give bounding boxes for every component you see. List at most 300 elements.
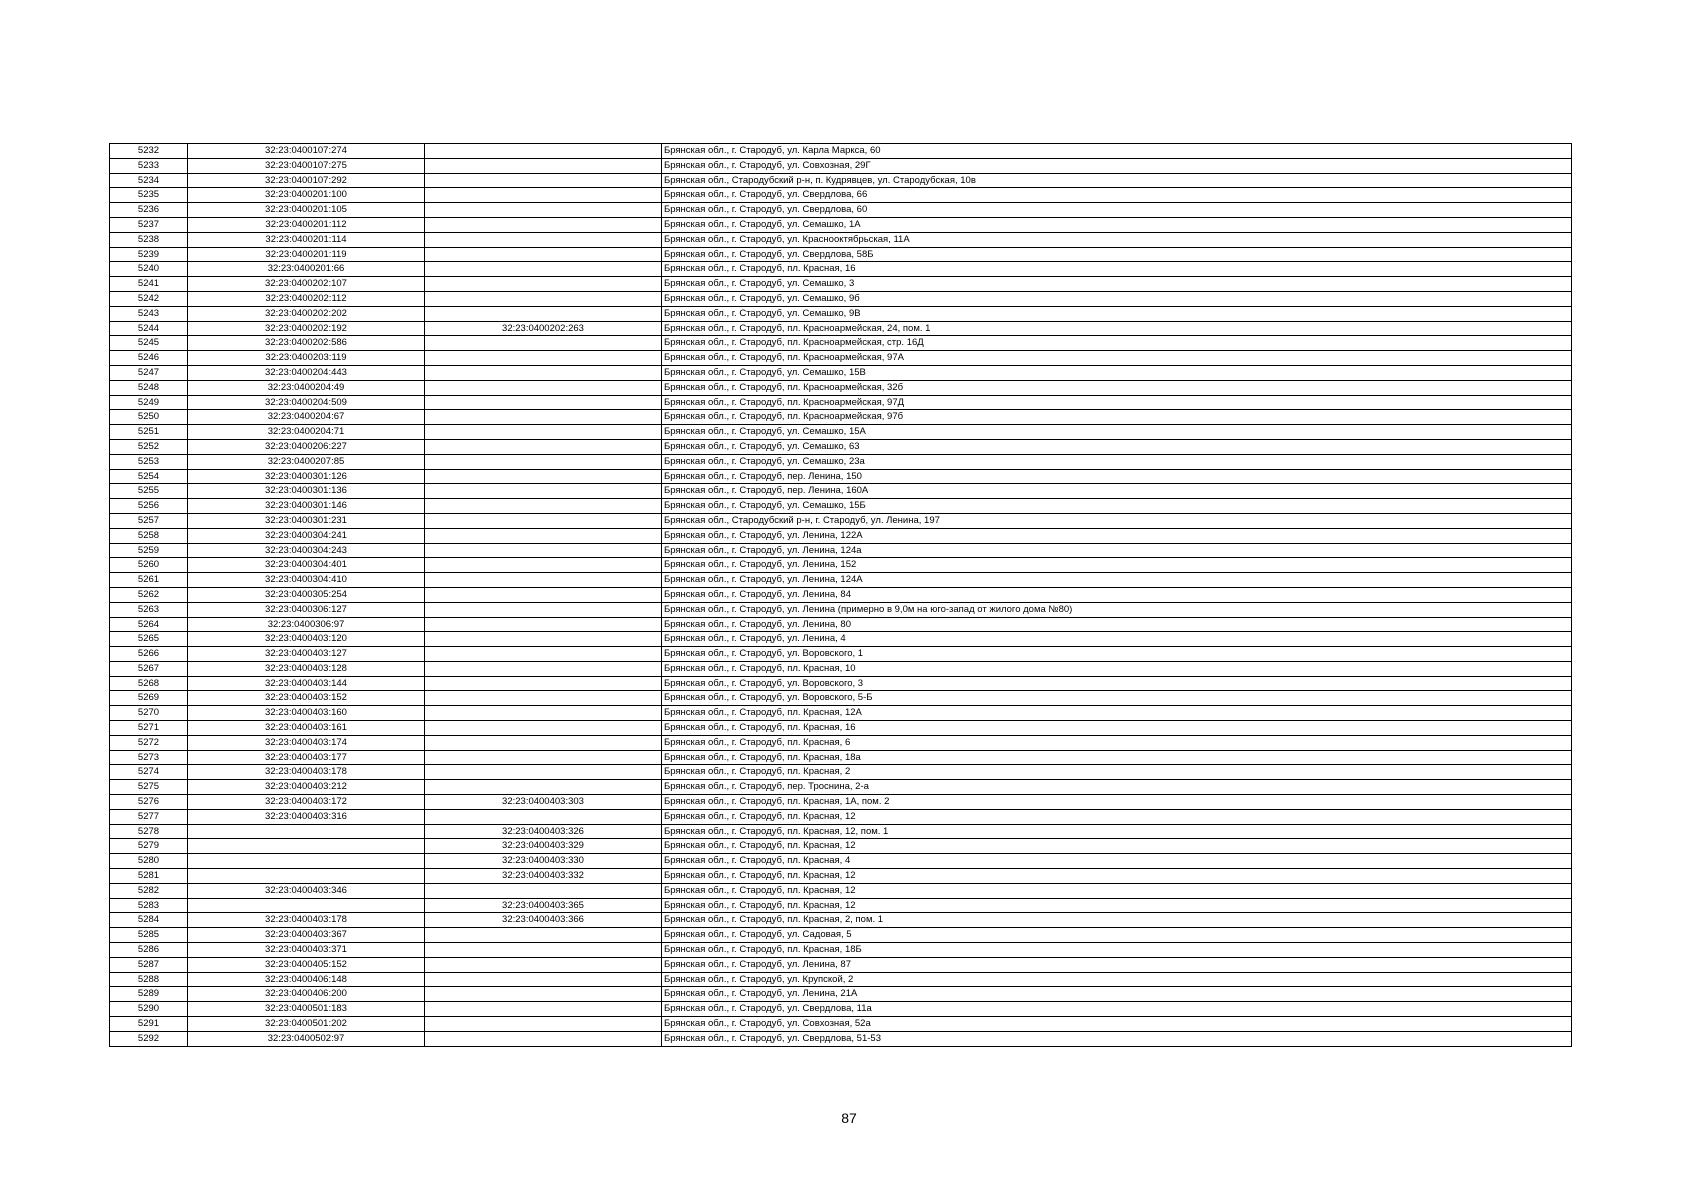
cadastral-number: 32:23:0400306:97 [188,617,425,632]
row-number: 5269 [110,691,188,706]
table-row [110,617,1572,632]
cadastral-number: 32:23:0400201:105 [188,203,425,218]
table-row [110,321,1572,336]
table-row [110,839,1572,854]
address: Брянская обл., г. Стародуб, ул. Совхозная, 29Г [662,158,1572,173]
address: Брянская обл., г. Стародуб, ул. Воровского, 5-Б [662,691,1572,706]
row-number: 5241 [110,277,188,292]
cadastral-number: 32:23:0400201:119 [188,247,425,262]
address: Брянская обл., г. Стародуб, ул. Ленина, 124А [662,573,1572,588]
table-row [110,247,1572,262]
address: Брянская обл., г. Стародуб, ул. Ленина, 80 [662,617,1572,632]
table-row [110,380,1572,395]
row-number: 5271 [110,721,188,736]
row-number: 5290 [110,1002,188,1017]
row-number: 5255 [110,484,188,499]
address: Брянская обл., г. Стародуб, пл. Красноармейская, 24, пом. 1 [662,321,1572,336]
related-cadastral-number [425,158,662,173]
related-cadastral-number [425,380,662,395]
cadastral-number: 32:23:0400201:100 [188,188,425,203]
table-row [110,765,1572,780]
related-cadastral-number [425,454,662,469]
address: Брянская обл., г. Стародуб, пл. Красная, 10 [662,661,1572,676]
related-cadastral-number [425,1031,662,1046]
row-number: 5263 [110,602,188,617]
row-number: 5240 [110,262,188,277]
row-number: 5242 [110,291,188,306]
address: Брянская обл., г. Стародуб, ул. Семашко, 15Б [662,499,1572,514]
related-cadastral-number [425,188,662,203]
address: Брянская обл., г. Стародуб, ул. Карла Маркса, 60 [662,144,1572,159]
related-cadastral-number [425,972,662,987]
cadastral-number: 32:23:0400403:346 [188,883,425,898]
related-cadastral-number [425,365,662,380]
table-row [110,573,1572,588]
address: Брянская обл., г. Стародуб, ул. Семашко, 9В [662,306,1572,321]
table-row [110,943,1572,958]
row-number: 5236 [110,203,188,218]
table-row [110,928,1572,943]
row-number: 5252 [110,439,188,454]
cadastral-number: 32:23:0400107:292 [188,173,425,188]
table-row [110,277,1572,292]
cadastral-number: 32:23:0400403:161 [188,721,425,736]
row-number: 5232 [110,144,188,159]
related-cadastral-number [425,277,662,292]
related-cadastral-number: 32:23:0400403:303 [425,795,662,810]
row-number: 5287 [110,957,188,972]
cadastral-number: 32:23:0400202:202 [188,306,425,321]
related-cadastral-number: 32:23:0400202:263 [425,321,662,336]
address: Брянская обл., г. Стародуб, ул. Свердлова, 58Б [662,247,1572,262]
table-row [110,647,1572,662]
address: Брянская обл., г. Стародуб, ул. Семашко, 9б [662,291,1572,306]
address: Брянская обл., г. Стародуб, ул. Семашко, 15А [662,425,1572,440]
related-cadastral-number [425,336,662,351]
row-number: 5289 [110,987,188,1002]
cadastral-number: 32:23:0400301:126 [188,469,425,484]
address: Брянская обл., г. Стародуб, ул. Ленина, 152 [662,558,1572,573]
table-row [110,454,1572,469]
row-number: 5272 [110,735,188,750]
related-cadastral-number: 32:23:0400403:330 [425,854,662,869]
row-number: 5280 [110,854,188,869]
table-row [110,1031,1572,1046]
table-row [110,351,1572,366]
row-number: 5275 [110,780,188,795]
cadastral-number: 32:23:0400501:202 [188,1017,425,1032]
table-row [110,854,1572,869]
related-cadastral-number [425,661,662,676]
cadastral-number [188,854,425,869]
address: Брянская обл., г. Стародуб, пл. Красная, 12А [662,706,1572,721]
address: Брянская обл., г. Стародуб, ул. Ленина, 84 [662,587,1572,602]
row-number: 5281 [110,869,188,884]
related-cadastral-number [425,425,662,440]
address: Брянская обл., г. Стародуб, ул. Садовая, 5 [662,928,1572,943]
related-cadastral-number [425,217,662,232]
related-cadastral-number [425,632,662,647]
cadastral-number: 32:23:0400305:254 [188,587,425,602]
address: Брянская обл., Стародубский р-н, п. Кудрявцев, ул. Стародубская, 10в [662,173,1572,188]
table-row [110,410,1572,425]
related-cadastral-number [425,410,662,425]
related-cadastral-number [425,928,662,943]
address: Брянская обл., г. Стародуб, пл. Красная, 16 [662,262,1572,277]
table-row [110,365,1572,380]
row-number: 5266 [110,647,188,662]
address: Брянская обл., г. Стародуб, пл. Красноармейская, 32б [662,380,1572,395]
related-cadastral-number [425,706,662,721]
cadastral-number: 32:23:0400204:67 [188,410,425,425]
related-cadastral-number: 32:23:0400403:366 [425,913,662,928]
row-number: 5249 [110,395,188,410]
table-row [110,469,1572,484]
related-cadastral-number [425,499,662,514]
row-number: 5258 [110,528,188,543]
table-row [110,706,1572,721]
row-number: 5257 [110,513,188,528]
address: Брянская обл., г. Стародуб, пл. Красная, 18Б [662,943,1572,958]
cadastral-number: 32:23:0400406:200 [188,987,425,1002]
address: Брянская обл., г. Стародуб, пер. Ленина, 160А [662,484,1572,499]
related-cadastral-number [425,957,662,972]
cadastral-number: 32:23:0400202:192 [188,321,425,336]
row-number: 5284 [110,913,188,928]
cadastral-number: 32:23:0400501:183 [188,1002,425,1017]
cadastral-number: 32:23:0400203:119 [188,351,425,366]
row-number: 5237 [110,217,188,232]
related-cadastral-number [425,602,662,617]
row-number: 5270 [110,706,188,721]
related-cadastral-number [425,617,662,632]
related-cadastral-number [425,883,662,898]
address: Брянская обл., г. Стародуб, пл. Красная, 12 [662,869,1572,884]
table-row [110,869,1572,884]
table-row [110,543,1572,558]
cadastral-number: 32:23:0400204:71 [188,425,425,440]
address: Брянская обл., г. Стародуб, ул. Воровского, 1 [662,647,1572,662]
cadastral-number: 32:23:0400406:148 [188,972,425,987]
cadastral-number [188,898,425,913]
cadastral-number: 32:23:0400403:212 [188,780,425,795]
cadastral-number: 32:23:0400301:136 [188,484,425,499]
row-number: 5246 [110,351,188,366]
table-row [110,336,1572,351]
cadastral-number: 32:23:0400502:97 [188,1031,425,1046]
address: Брянская обл., г. Стародуб, ул. Ленина, 4 [662,632,1572,647]
row-number: 5233 [110,158,188,173]
table-row [110,203,1572,218]
row-number: 5264 [110,617,188,632]
related-cadastral-number [425,306,662,321]
address: Брянская обл., г. Стародуб, пл. Красная, 1А, пом. 2 [662,795,1572,810]
address: Брянская обл., г. Стародуб, ул. Семашко, 15В [662,365,1572,380]
address: Брянская обл., г. Стародуб, ул. Свердлова, 51-53 [662,1031,1572,1046]
address: Брянская обл., г. Стародуб, пл. Красная, 12 [662,809,1572,824]
related-cadastral-number [425,809,662,824]
table-row [110,513,1572,528]
related-cadastral-number [425,543,662,558]
row-number: 5254 [110,469,188,484]
address: Брянская обл., г. Стародуб, пл. Красная, 4 [662,854,1572,869]
related-cadastral-number: 32:23:0400403:326 [425,824,662,839]
cadastral-number: 32:23:0400204:443 [188,365,425,380]
related-cadastral-number [425,439,662,454]
cadastral-number: 32:23:0400204:509 [188,395,425,410]
cadastral-number: 32:23:0400403:177 [188,750,425,765]
row-number: 5291 [110,1017,188,1032]
address: Брянская обл., г. Стародуб, пл. Красная, 2, пом. 1 [662,913,1572,928]
cadastral-number: 32:23:0400107:275 [188,158,425,173]
cadastral-number: 32:23:0400202:586 [188,336,425,351]
row-number: 5234 [110,173,188,188]
row-number: 5243 [110,306,188,321]
cadastral-number: 32:23:0400204:49 [188,380,425,395]
table-row [110,558,1572,573]
table-row [110,439,1572,454]
cadastral-number: 32:23:0400405:152 [188,957,425,972]
address: Брянская обл., г. Стародуб, ул. Семашко, 1А [662,217,1572,232]
cadastral-number: 32:23:0400107:274 [188,144,425,159]
address: Брянская обл., г. Стародуб, пл. Красная, 2 [662,765,1572,780]
address: Брянская обл., г. Стародуб, ул. Семашко, 3 [662,277,1572,292]
related-cadastral-number [425,232,662,247]
address: Брянская обл., г. Стародуб, пл. Красная, 18а [662,750,1572,765]
related-cadastral-number [425,676,662,691]
address: Брянская обл., г. Стародуб, ул. Краснооктябрьская, 11А [662,232,1572,247]
table-row [110,987,1572,1002]
table-row [110,217,1572,232]
related-cadastral-number [425,1017,662,1032]
related-cadastral-number [425,765,662,780]
table-row [110,957,1572,972]
cadastral-number: 32:23:0400301:146 [188,499,425,514]
address: Брянская обл., г. Стародуб, пер. Троснина, 2-а [662,780,1572,795]
address: Брянская обл., г. Стародуб, ул. Семашко, 63 [662,439,1572,454]
table-row [110,144,1572,159]
related-cadastral-number [425,247,662,262]
table-row [110,587,1572,602]
row-number: 5248 [110,380,188,395]
row-number: 5276 [110,795,188,810]
address: Брянская обл., г. Стародуб, ул. Ленина, 87 [662,957,1572,972]
table-row [110,676,1572,691]
table-row [110,232,1572,247]
address: Брянская обл., г. Стародуб, пер. Ленина, 150 [662,469,1572,484]
cadastral-number: 32:23:0400403:144 [188,676,425,691]
cadastral-number: 32:23:0400403:120 [188,632,425,647]
related-cadastral-number [425,647,662,662]
cadastral-number: 32:23:0400403:128 [188,661,425,676]
row-number: 5250 [110,410,188,425]
row-number: 5273 [110,750,188,765]
related-cadastral-number: 32:23:0400403:332 [425,869,662,884]
cadastral-number: 32:23:0400201:114 [188,232,425,247]
table-row [110,499,1572,514]
table-row [110,602,1572,617]
cadastral-number: 32:23:0400403:367 [188,928,425,943]
cadastral-number: 32:23:0400403:178 [188,913,425,928]
cadastral-number: 32:23:0400202:107 [188,277,425,292]
row-number: 5288 [110,972,188,987]
row-number: 5265 [110,632,188,647]
row-number: 5245 [110,336,188,351]
cadastral-number [188,839,425,854]
row-number: 5262 [110,587,188,602]
cadastral-number: 32:23:0400403:160 [188,706,425,721]
related-cadastral-number [425,987,662,1002]
row-number: 5282 [110,883,188,898]
table-row [110,632,1572,647]
table-row [110,1017,1572,1032]
address: Брянская обл., г. Стародуб, пл. Красная, 6 [662,735,1572,750]
row-number: 5239 [110,247,188,262]
address: Брянская обл., г. Стародуб, пл. Красная, 12 [662,898,1572,913]
table-row [110,795,1572,810]
table-row [110,691,1572,706]
address: Брянская обл., г. Стародуб, ул. Свердлова, 66 [662,188,1572,203]
cadastral-number [188,824,425,839]
cadastral-number: 32:23:0400403:174 [188,735,425,750]
address: Брянская обл., г. Стародуб, ул. Совхозная, 52а [662,1017,1572,1032]
cadastral-number: 32:23:0400201:112 [188,217,425,232]
related-cadastral-number [425,351,662,366]
related-cadastral-number [425,203,662,218]
address: Брянская обл., г. Стародуб, пл. Красноармейская, стр. 16Д [662,336,1572,351]
related-cadastral-number [425,573,662,588]
row-number: 5244 [110,321,188,336]
address: Брянская обл., г. Стародуб, пл. Красноармейская, 97Д [662,395,1572,410]
row-number: 5267 [110,661,188,676]
row-number: 5268 [110,676,188,691]
address: Брянская обл., г. Стародуб, пл. Красная, 12 [662,839,1572,854]
table-row [110,262,1572,277]
row-number: 5253 [110,454,188,469]
cadastral-number: 32:23:0400202:112 [188,291,425,306]
address: Брянская обл., г. Стародуб, ул. Ленина (примерно в 9,0м на юго-запад от жилого дома №80) [662,602,1572,617]
cadastral-number: 32:23:0400403:152 [188,691,425,706]
table-row [110,780,1572,795]
table-row [110,306,1572,321]
related-cadastral-number [425,528,662,543]
related-cadastral-number [425,469,662,484]
address: Брянская обл., г. Стародуб, ул. Ленина, 124а [662,543,1572,558]
row-number: 5286 [110,943,188,958]
related-cadastral-number [425,735,662,750]
related-cadastral-number: 32:23:0400403:365 [425,898,662,913]
cadastral-number: 32:23:0400301:231 [188,513,425,528]
table-row [110,291,1572,306]
table-row [110,395,1572,410]
cadastral-number: 32:23:0400304:243 [188,543,425,558]
related-cadastral-number [425,558,662,573]
row-number: 5274 [110,765,188,780]
related-cadastral-number [425,750,662,765]
address: Брянская обл., г. Стародуб, ул. Ленина, 122А [662,528,1572,543]
address: Брянская обл., г. Стародуб, ул. Свердлова, 60 [662,203,1572,218]
related-cadastral-number: 32:23:0400403:329 [425,839,662,854]
row-number: 5251 [110,425,188,440]
table-row [110,1002,1572,1017]
related-cadastral-number [425,484,662,499]
cadastral-number: 32:23:0400403:127 [188,647,425,662]
cadastral-number [188,869,425,884]
row-number: 5238 [110,232,188,247]
related-cadastral-number [425,513,662,528]
row-number: 5259 [110,543,188,558]
row-number: 5235 [110,188,188,203]
table-row [110,824,1572,839]
related-cadastral-number [425,1002,662,1017]
row-number: 5292 [110,1031,188,1046]
table-row [110,972,1572,987]
related-cadastral-number [425,691,662,706]
cadastral-number: 32:23:0400201:66 [188,262,425,277]
related-cadastral-number [425,780,662,795]
table-row [110,883,1572,898]
row-number: 5256 [110,499,188,514]
cadastral-number: 32:23:0400304:410 [188,573,425,588]
row-number: 5279 [110,839,188,854]
table-row [110,158,1572,173]
related-cadastral-number [425,173,662,188]
row-number: 5277 [110,809,188,824]
cadastral-number: 32:23:0400403:172 [188,795,425,810]
row-number: 5283 [110,898,188,913]
address: Брянская обл., г. Стародуб, пл. Красная, 12 [662,883,1572,898]
related-cadastral-number [425,144,662,159]
row-number: 5247 [110,365,188,380]
address: Брянская обл., г. Стародуб, ул. Семашко, 23а [662,454,1572,469]
address: Брянская обл., Стародубский р-н, г. Стародуб, ул. Ленина, 197 [662,513,1572,528]
cadastral-number: 32:23:0400403:371 [188,943,425,958]
page-number: 87 [841,1110,857,1126]
table-row [110,425,1572,440]
cadastral-number: 32:23:0400304:401 [188,558,425,573]
cadastral-number: 32:23:0400207:85 [188,454,425,469]
related-cadastral-number [425,395,662,410]
cadastral-number: 32:23:0400206:227 [188,439,425,454]
table-row [110,750,1572,765]
address: Брянская обл., г. Стародуб, ул. Ленина, 21А [662,987,1572,1002]
row-number: 5260 [110,558,188,573]
address: Брянская обл., г. Стародуб, пл. Красная, 16 [662,721,1572,736]
related-cadastral-number [425,262,662,277]
related-cadastral-number [425,587,662,602]
row-number: 5278 [110,824,188,839]
table-row [110,528,1572,543]
table-row [110,661,1572,676]
cadastral-number: 32:23:0400403:316 [188,809,425,824]
table-row [110,913,1572,928]
table-row [110,188,1572,203]
objects-table [109,143,1572,1047]
table-row [110,735,1572,750]
cadastral-number: 32:23:0400403:178 [188,765,425,780]
row-number: 5285 [110,928,188,943]
cadastral-number: 32:23:0400306:127 [188,602,425,617]
table-row [110,898,1572,913]
table-row [110,721,1572,736]
table-row [110,484,1572,499]
address: Брянская обл., г. Стародуб, ул. Воровского, 3 [662,676,1572,691]
address: Брянская обл., г. Стародуб, пл. Красная, 12, пом. 1 [662,824,1572,839]
address: Брянская обл., г. Стародуб, пл. Красноармейская, 97А [662,351,1572,366]
cadastral-number: 32:23:0400304:241 [188,528,425,543]
row-number: 5261 [110,573,188,588]
related-cadastral-number [425,721,662,736]
